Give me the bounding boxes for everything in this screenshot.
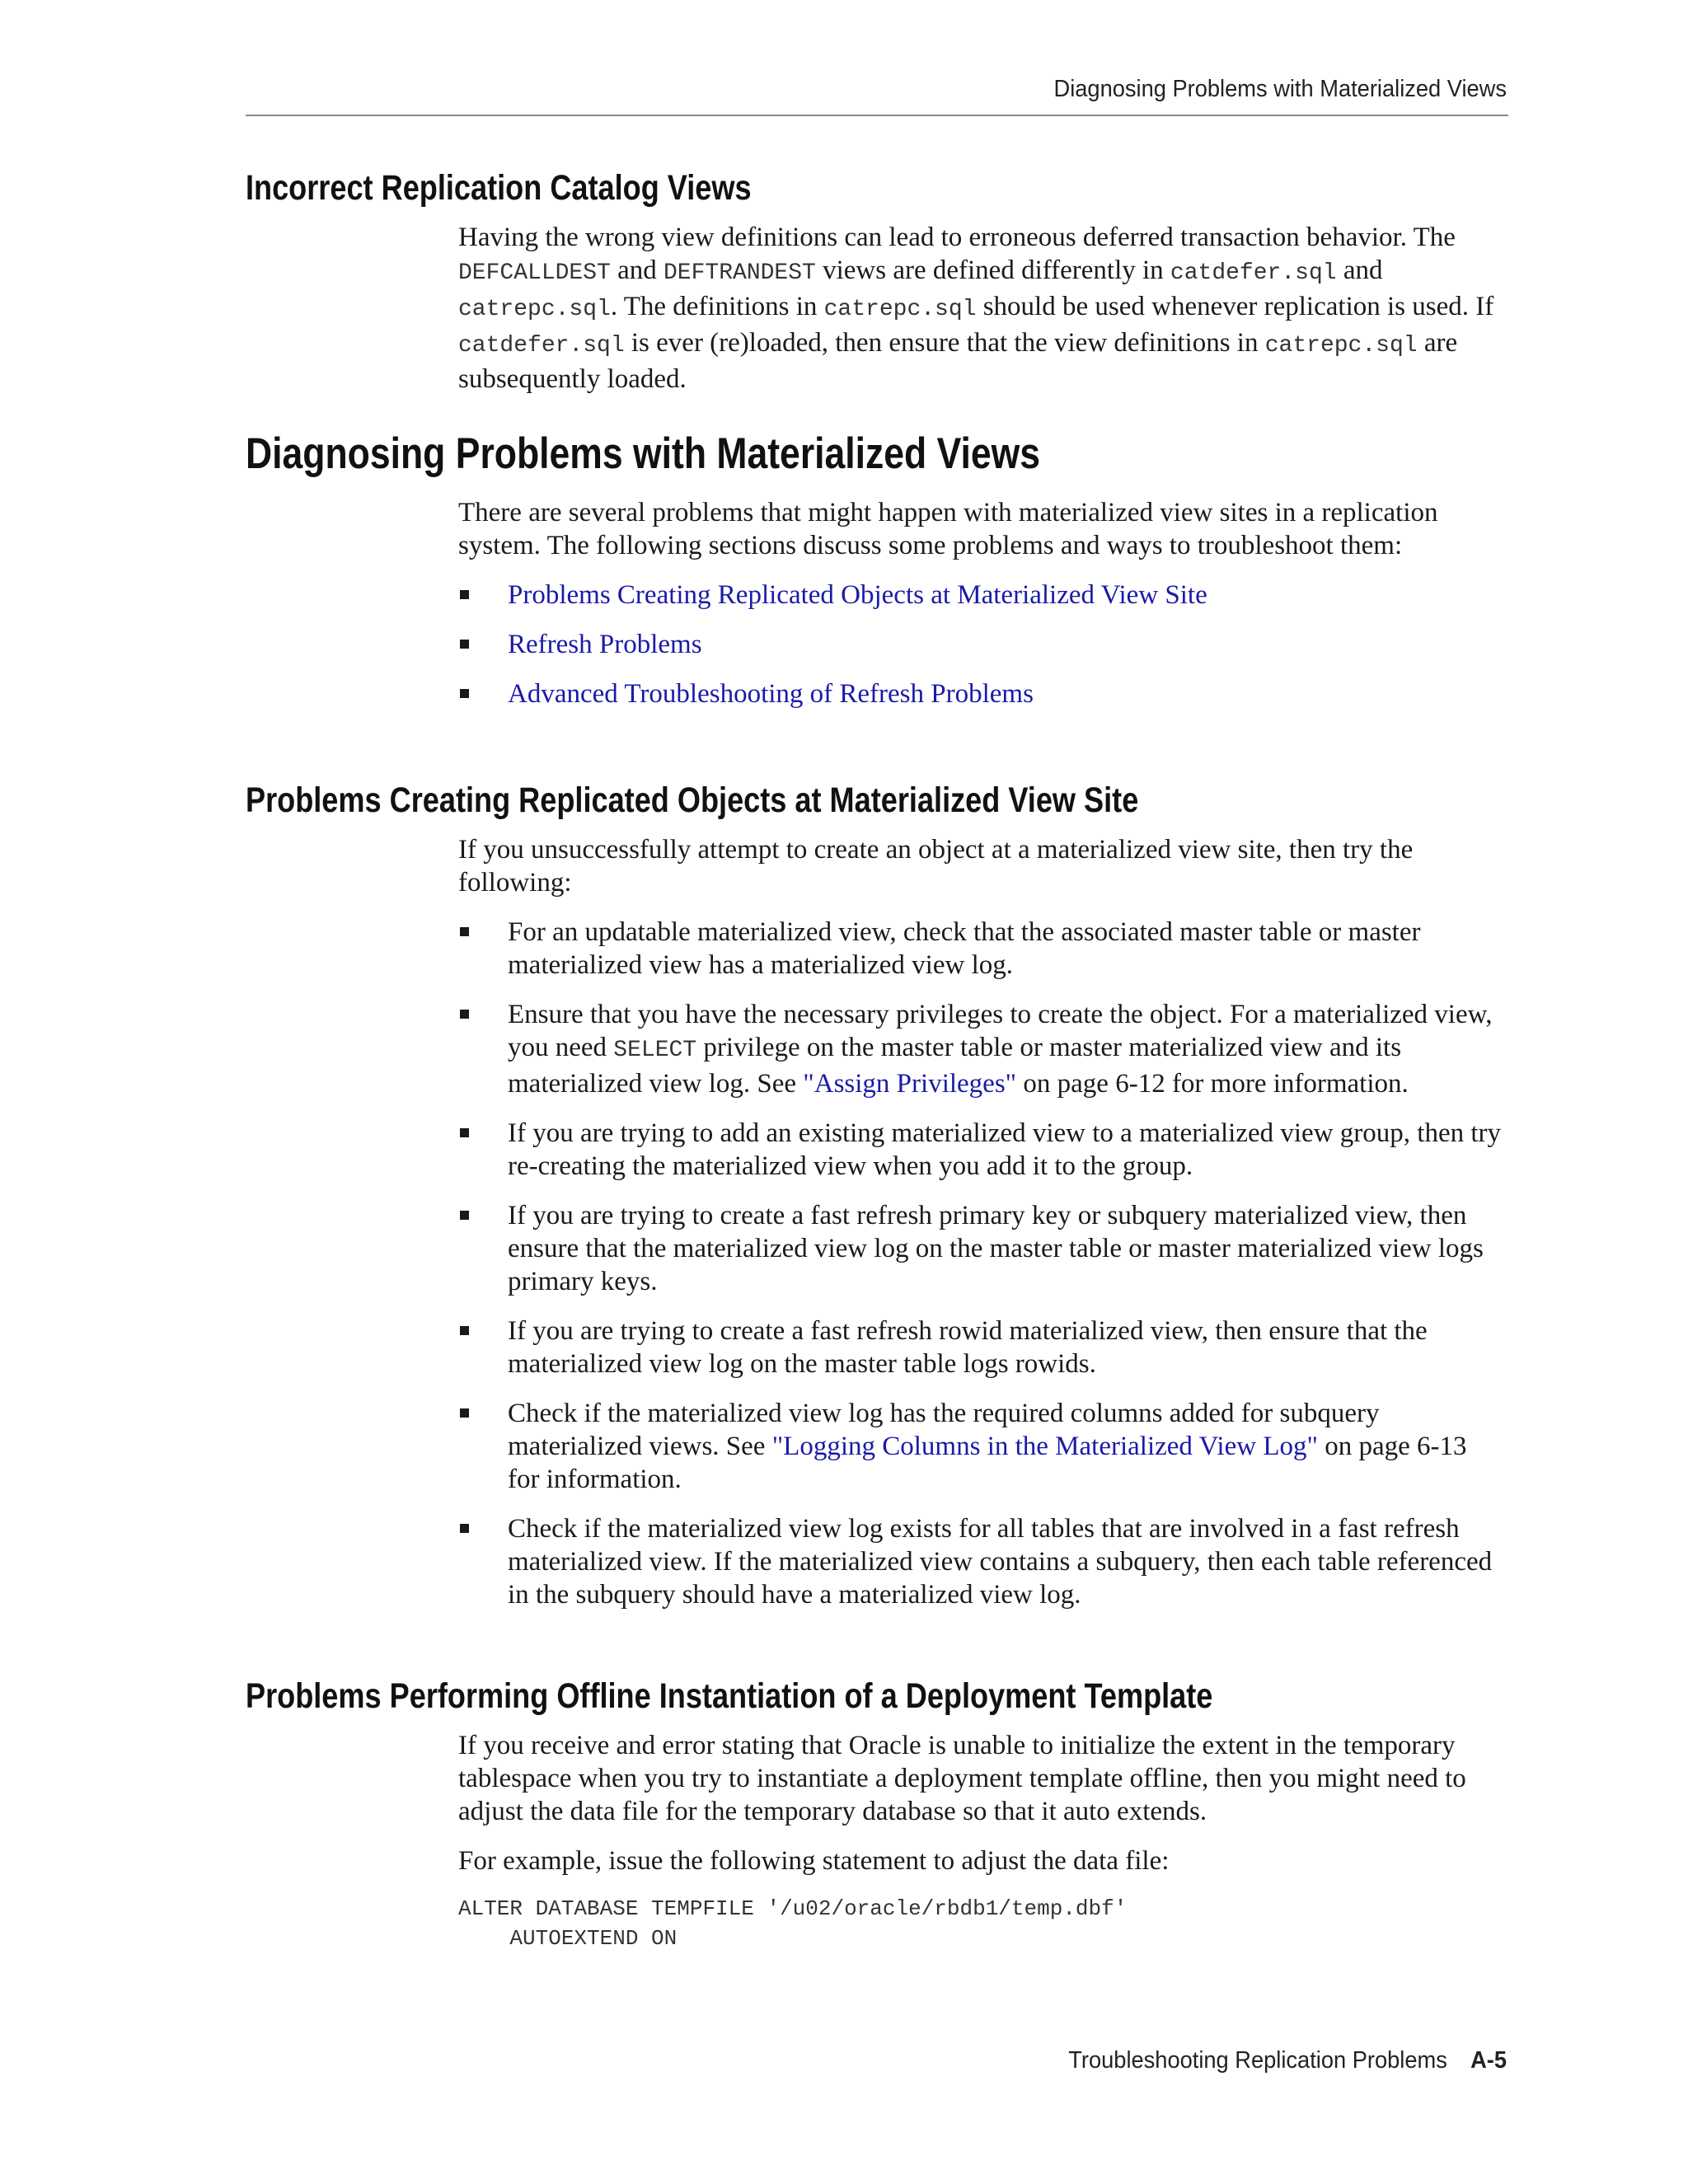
bullet-icon bbox=[460, 1524, 469, 1533]
text: and bbox=[1336, 255, 1383, 285]
list-item bbox=[458, 579, 1505, 612]
code-deftrandest: DEFTRANDEST bbox=[663, 260, 816, 286]
running-header: Diagnosing Problems with Materialized Views bbox=[1053, 76, 1507, 102]
page-number: A-5 bbox=[1470, 2047, 1507, 2074]
text: Ensure that you have the necessary privileges to create the object. For a materialized view, you need bbox=[508, 1000, 1493, 1062]
intro-paragraph: There are several problems that might happen with materialized view sites in a replication system. The following sections discuss some problems and ways to troubleshoot them: bbox=[458, 498, 1438, 560]
code-defcalldest: DEFCALLDEST bbox=[458, 260, 611, 286]
list-item bbox=[458, 1199, 1505, 1298]
code-line: ALTER DATABASE TEMPFILE '/u02/oracle/rbdb1/temp.dbf' bbox=[458, 1896, 1128, 1921]
bullet-icon bbox=[460, 1128, 469, 1137]
list-item bbox=[458, 916, 1505, 982]
paragraph: For example, issue the following statement to adjust the data file: bbox=[458, 1846, 1170, 1876]
link-problems-creating-objects[interactable]: Problems Creating Replicated Objects at Materialized View Site bbox=[508, 580, 1207, 610]
text: are subsequently loaded. bbox=[458, 328, 1458, 394]
text: privilege on the master table or master materialized view and its materialized view log. See bbox=[508, 1033, 1402, 1099]
list-item-text: Check if the materialized view log exists for all tables that are involved in a fast refresh materialized view. If the materialized view contains a subquery, then each table referenced in the subquery should have a materialized view log. bbox=[508, 1514, 1493, 1610]
intro-paragraph: If you unsuccessfully attempt to create an object at a materialized view site, then try the following: bbox=[458, 835, 1414, 898]
section-body-diagnosing-mv bbox=[458, 496, 1505, 727]
paragraph bbox=[458, 221, 1505, 396]
list-item bbox=[458, 1315, 1505, 1380]
list-item bbox=[458, 1117, 1505, 1183]
bullet-icon bbox=[460, 1326, 469, 1335]
list-item-text: If you are trying to create a fast refresh primary key or subquery materialized view, then ensure that the materialized view log on the master table or master materialized view logs primary keys. bbox=[508, 1201, 1484, 1296]
section-body-problems-creating-objects bbox=[458, 833, 1505, 1628]
section-heading-incorrect-catalog-views: Incorrect Replication Catalog Views bbox=[246, 168, 752, 208]
link-assign-privileges[interactable]: "Assign Privileges" bbox=[803, 1069, 1017, 1099]
section-body-incorrect-catalog-views bbox=[458, 221, 1505, 396]
section-body-offline-instantiation bbox=[458, 1729, 1505, 1953]
text: on page 6-13 for information. bbox=[508, 1432, 1467, 1494]
code-catdefer: catdefer.sql bbox=[458, 333, 625, 359]
code-block bbox=[458, 1894, 1505, 1953]
text: Check if the materialized view log has the required columns added for subquery materialized views. See bbox=[508, 1399, 1380, 1461]
list-item bbox=[458, 628, 1505, 661]
list-item bbox=[458, 1397, 1505, 1496]
bullet-icon bbox=[460, 640, 469, 649]
code-catrepc: catrepc.sql bbox=[1264, 333, 1418, 359]
list-item bbox=[458, 677, 1505, 710]
code-catdefer: catdefer.sql bbox=[1170, 260, 1337, 286]
paragraph: If you receive and error stating that Oracle is unable to initialize the extent in the temporary tablespace when you try to instantiate a deployment template offline, then you might need to adjust the data file for the temporary database so that it auto extends. bbox=[458, 1731, 1466, 1826]
bullet-icon bbox=[460, 1211, 469, 1220]
link-list bbox=[458, 579, 1505, 710]
running-footer bbox=[321, 2047, 1507, 2074]
list-item-text: If you are trying to add an existing materialized view to a materialized view group, then try re-creating the materialized view when you add it to the group. bbox=[508, 1118, 1501, 1181]
bullet-icon bbox=[460, 927, 469, 936]
section-heading-offline-instantiation: Problems Performing Offline Instantiation of a Deployment Template bbox=[246, 1676, 1213, 1716]
section-heading-diagnosing-mv: Diagnosing Problems with Materialized Views bbox=[246, 429, 1041, 478]
list-item-text: For an updatable materialized view, check that the associated master table or master materialized view has a materialized view log. bbox=[508, 917, 1421, 980]
text: should be used whenever replication is used. If bbox=[976, 292, 1494, 321]
link-refresh-problems[interactable]: Refresh Problems bbox=[508, 630, 702, 659]
text: views are defined differently in bbox=[815, 255, 1170, 285]
code-catrepc: catrepc.sql bbox=[823, 297, 977, 322]
section-heading-problems-creating-objects: Problems Creating Replicated Objects at Materialized View Site bbox=[246, 780, 1139, 820]
bullet-icon bbox=[460, 1408, 469, 1418]
link-logging-columns[interactable]: "Logging Columns in the Materialized View Log" bbox=[771, 1432, 1318, 1461]
code-catrepc: catrepc.sql bbox=[458, 297, 611, 322]
code-line: AUTOEXTEND ON bbox=[458, 1926, 678, 1951]
bullet-icon bbox=[460, 590, 469, 599]
text: . The definitions in bbox=[610, 292, 824, 321]
code-select: SELECT bbox=[613, 1038, 697, 1063]
text: on page 6-12 for more information. bbox=[1016, 1069, 1409, 1099]
bullet-icon bbox=[460, 1010, 469, 1019]
list-item bbox=[458, 998, 1505, 1100]
text: Having the wrong view definitions can lead to erroneous deferred transaction behavior. The bbox=[458, 223, 1456, 252]
header-rule bbox=[246, 115, 1508, 116]
bullet-list bbox=[458, 916, 1505, 1611]
text: and bbox=[610, 255, 663, 285]
bullet-icon bbox=[460, 689, 469, 698]
footer-chapter-title: Troubleshooting Replication Problems bbox=[1068, 2047, 1447, 2074]
list-item-text: If you are trying to create a fast refresh rowid materialized view, then ensure that the materialized view log on the master table logs rowids. bbox=[508, 1316, 1428, 1379]
text: is ever (re)loaded, then ensure that the view definitions in bbox=[624, 328, 1265, 358]
link-advanced-troubleshooting[interactable]: Advanced Troubleshooting of Refresh Problems bbox=[508, 679, 1034, 709]
list-item bbox=[458, 1512, 1505, 1611]
